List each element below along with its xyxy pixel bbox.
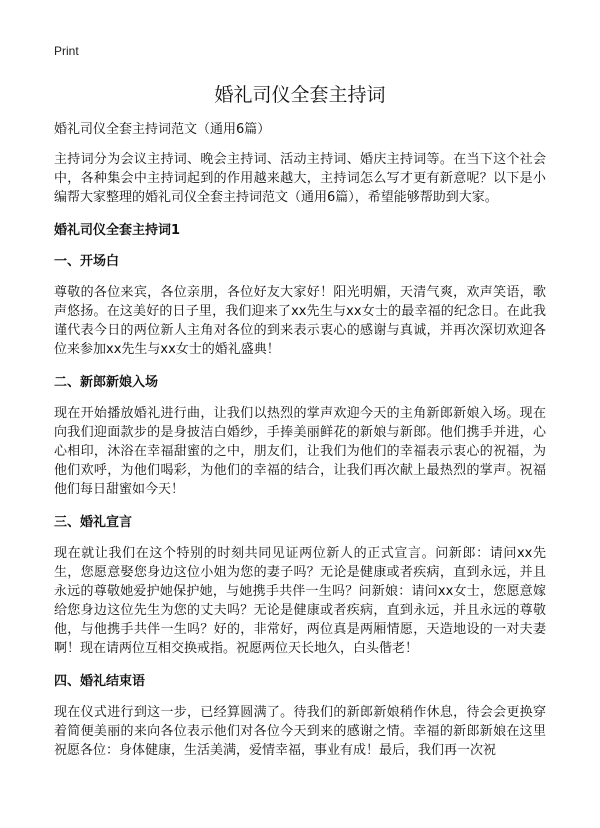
section-closing — [54, 672, 546, 760]
section-heading: 二、新郎新娘入场 — [54, 375, 159, 390]
print-link[interactable]: Print — [54, 44, 79, 58]
section-vows — [54, 513, 546, 658]
section-heading: 一、开场白 — [54, 254, 120, 269]
document-subtitle: 婚礼司仪全套主持词范文（通用6篇） — [54, 122, 271, 137]
section-heading: 四、婚礼结束语 — [54, 674, 146, 689]
section-paragraph: 尊敬的各位来宾，各位亲朋，各位好友大家好！阳光明媚，天清气爽，欢声笑语，歌声悠扬。在这美好的日子里，我们迎来了xx先生与xx女士的最幸福的纪念日。在此我谨代表今日的两位新人主角对各位的到来表示衷心的感谢与真诚，并再次深切欢迎各位来参加xx先生与xx女士的婚礼盛典！ — [54, 285, 546, 357]
section-paragraph: 现在就让我们在这个特别的时刻共同见证两位新人的正式宣言。问新郎：请问xx先生，您愿意娶您身边这位小姐为您的妻子吗？无论是健康或者疾病，直到永远，并且永远的尊敬她爱护她保护她，与她携手共伴一生吗？问新娘：请问xx女士，您愿意嫁给您身边这位先生为您的丈夫吗？无论是健康或者疾病，直到永远，并且永远的尊敬他，与他携手共伴一生吗？好的，非常好，两位真是两厢情愿，天造地设的一对夫妻啊！现在请两位互相交换戒指。祝愿两位天长地久，白头偕老！ — [54, 546, 546, 656]
article-heading: 婚礼司仪全套主持词1 — [54, 223, 181, 238]
section-paragraph: 现在仪式进行到这一步，已经算圆满了。待我们的新郎新娘稍作休息，待会会更换穿着简便美丽的来向各位表示他们对各位今天到来的感谢之情。幸福的新郎新娘在这里祝愿各位：身体健康，生活美满，爱情幸福，事业有成！最后，我们再一次祝 — [54, 705, 546, 758]
intro-paragraph: 主持词分为会议主持词、晚会主持词、活动主持词、婚庆主持词等。在当下这个社会中，各种集会中主持词起到的作用越来越大，主持词怎么写才更有新意呢？以下是小编帮大家整理的婚礼司仪全套主持词范文（通用6篇），希望能够帮助到大家。 — [54, 152, 546, 205]
document-body — [54, 120, 546, 774]
section-heading: 三、婚礼宣言 — [54, 515, 133, 530]
section-opening — [54, 252, 546, 359]
page-title: 婚礼司仪全套主持词 — [214, 84, 386, 106]
section-paragraph: 现在开始播放婚礼进行曲，让我们以热烈的掌声欢迎今天的主角新郎新娘入场。现在向我们迎面款步的是身披洁白婚纱，手捧美丽鲜花的新娘与新郎。他们携手并进，心心相印，沐浴在幸福甜蜜的之中，朋友们，让我们为他们的幸福表示衷心的祝福，为他们欢呼，为他们喝彩，为他们的幸福的结合，让我们再次献上最热烈的掌声。祝福他们每日甜蜜如今天！ — [54, 406, 546, 497]
section-entrance — [54, 373, 546, 499]
